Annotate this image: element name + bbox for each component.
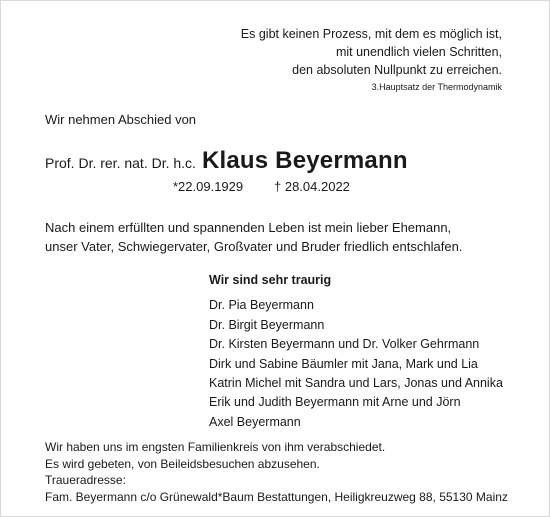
announcement-text [45, 218, 462, 256]
mourner-name: Erik und Judith Beyermann mit Arne und Jörn [209, 395, 461, 410]
mourner-name: Katrin Michel mit Sandra und Lars, Jonas und Annika [209, 376, 503, 391]
mourners-list [209, 271, 503, 432]
mourning-address: Fam. Beyermann c/o Grünewald*Baum Bestattungen, Heiligkreuzweg 88, 55130 Mainz [45, 489, 508, 504]
deceased-name-row [45, 146, 408, 179]
birth-date: *22.09.1929 [173, 179, 244, 194]
footer-line: Wir haben uns im engsten Familienkreis von ihm verabschiedet. [45, 440, 386, 454]
mourner-name: Dr. Kirsten Beyermann und Dr. Volker Gehrmann [209, 337, 480, 352]
quote-line: Es gibt keinen Prozess, mit dem es möglich ist, [240, 27, 502, 41]
quote-line: mit unendlich vielen Schritten, [335, 45, 502, 59]
footer-info [45, 439, 508, 505]
death-date: † 28.04.2022 [274, 179, 350, 194]
mourner-name: Dr. Pia Beyermann [209, 298, 314, 313]
deceased-name: Klaus Beyermann [201, 147, 408, 174]
quote-line: den absoluten Nullpunkt zu erreichen. [292, 63, 502, 77]
mourner-name: Dr. Birgit Beyermann [209, 317, 325, 332]
epigraph-quote [241, 25, 502, 93]
announcement-line: unser Vater, Schwiegervater, Großvater und Bruder friedlich entschlafen. [45, 239, 463, 254]
announcement-line: Nach einem erfüllten und spannenden Leben ist mein lieber Ehemann, [45, 220, 452, 235]
quote-source: 3.Hauptsatz der Thermodynamik [371, 82, 502, 92]
footer-line: Traueradresse: [45, 473, 126, 487]
mourner-name: Dirk und Sabine Bäumler mit Jana, Mark und Lia [209, 356, 478, 371]
mourners-heading: Wir sind sehr traurig [209, 273, 332, 287]
footer-line: Es wird gebeten, von Beileidsbesuchen abzusehen. [45, 456, 320, 471]
intro-text: Wir nehmen Abschied von [45, 112, 197, 127]
academic-titles: Prof. Dr. rer. nat. Dr. h.c. [45, 155, 196, 171]
mourner-name: Axel Beyermann [209, 414, 301, 429]
